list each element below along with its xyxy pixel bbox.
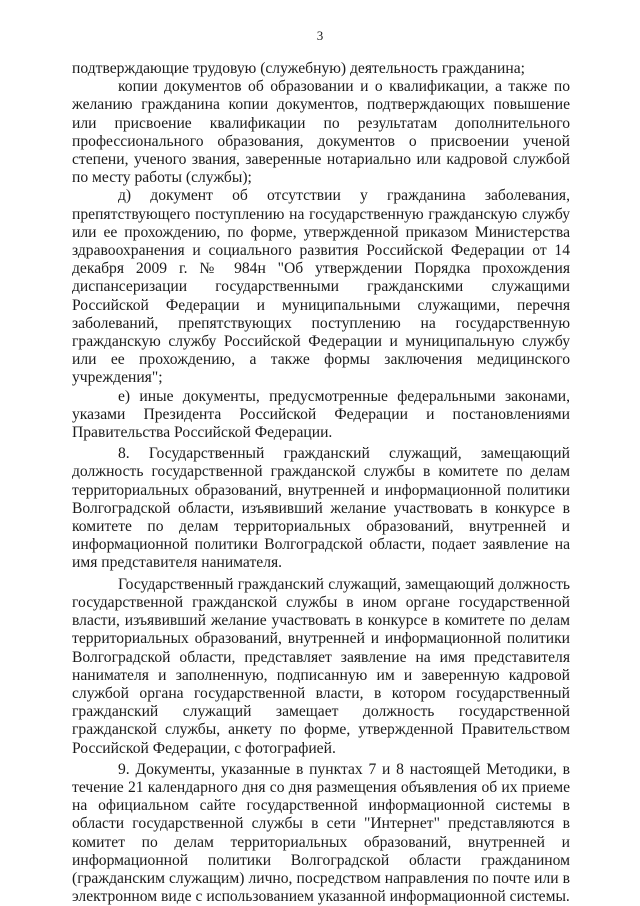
page-number: 3	[316, 28, 324, 43]
paragraph-education-copies: копии документов об образовании и о квалификации, а также по желанию гражданина копии документов, подтверждающих повышение или присвоение квалификации по результатам дополнительного профессионального образования, документов о присвоении ученой степени, ученого звания, заверенные нотариально или кадровой службой по месту работы (службы);	[72, 78, 570, 187]
paragraph-section-8-other-body: Государственный гражданский служащий, замещающий должность государственной гражданской службы в ином органе государственной власти, изъявивший желание участвовать в конкурсе в комитете по делам территориальных образований, внутренней и информационной политики Волгоградской области, представляет заявление на имя представителя нанимателя и заполненную, подписанную им и заверенную кадровой службой органа государственной власти, в котором государственный гражданский служащий замещает должность государственной гражданской службы, анкету по форме, утвержденной Правительством Российской Федерации, с фотографией.	[72, 575, 570, 757]
paragraph-item-d: д) документ об отсутствии у гражданина заболевания, препятствующего поступлению на государственную гражданскую службу или ее прохождению, по форме, утвержденной приказом Министерства здравоохранения и социального развития Российской Федерации от 14 декабря 2009 г. № 984н "Об утверждении Порядка прохождения диспансеризации государственными гражданскими служащими Российской Федерации и муниципальными служащими, перечня заболеваний, препятствующих поступлению на государственную гражданскую службу Российской Федерации и муниципальную службу или ее прохождению, а также формы заключения медицинского учреждения";	[72, 187, 570, 387]
scan-mark	[214, 878, 230, 880]
paragraph-item-e: е) иные документы, предусмотренные федеральными законами, указами Президента Российской Федерации и постановлениями Правительства Российской Федерации.	[72, 387, 570, 442]
paragraph-section-8: 8. Государственный гражданский служащий, замещающий должность государственной гражданской службы в комитете по делам территориальных образований, внутренней и информационной политики Волгоградской области, изъявивший желание участвовать в конкурсе в комитете по делам территориальных образований, внутренней и информационной политики Волгоградской области, подает заявление на имя представителя нанимателя.	[72, 445, 570, 572]
document-body	[72, 60, 570, 906]
paragraph-continuation: подтверждающие трудовую (служебную) деятельность гражданина;	[72, 60, 525, 77]
paragraph-section-9: 9. Документы, указанные в пунктах 7 и 8 настоящей Методики, в течение 21 календарного дня со дня размещения объявления об их приеме на официальном сайте государственной информационной системы в области государственной службы в сети "Интернет" представляются в комитет по делам территориальных образований, внутренней и информационной политики Волгоградской области гражданином (гражданским служащим) лично, посредством направления по почте или в электронном виде с использованием указанной информационной системы.	[72, 760, 570, 906]
